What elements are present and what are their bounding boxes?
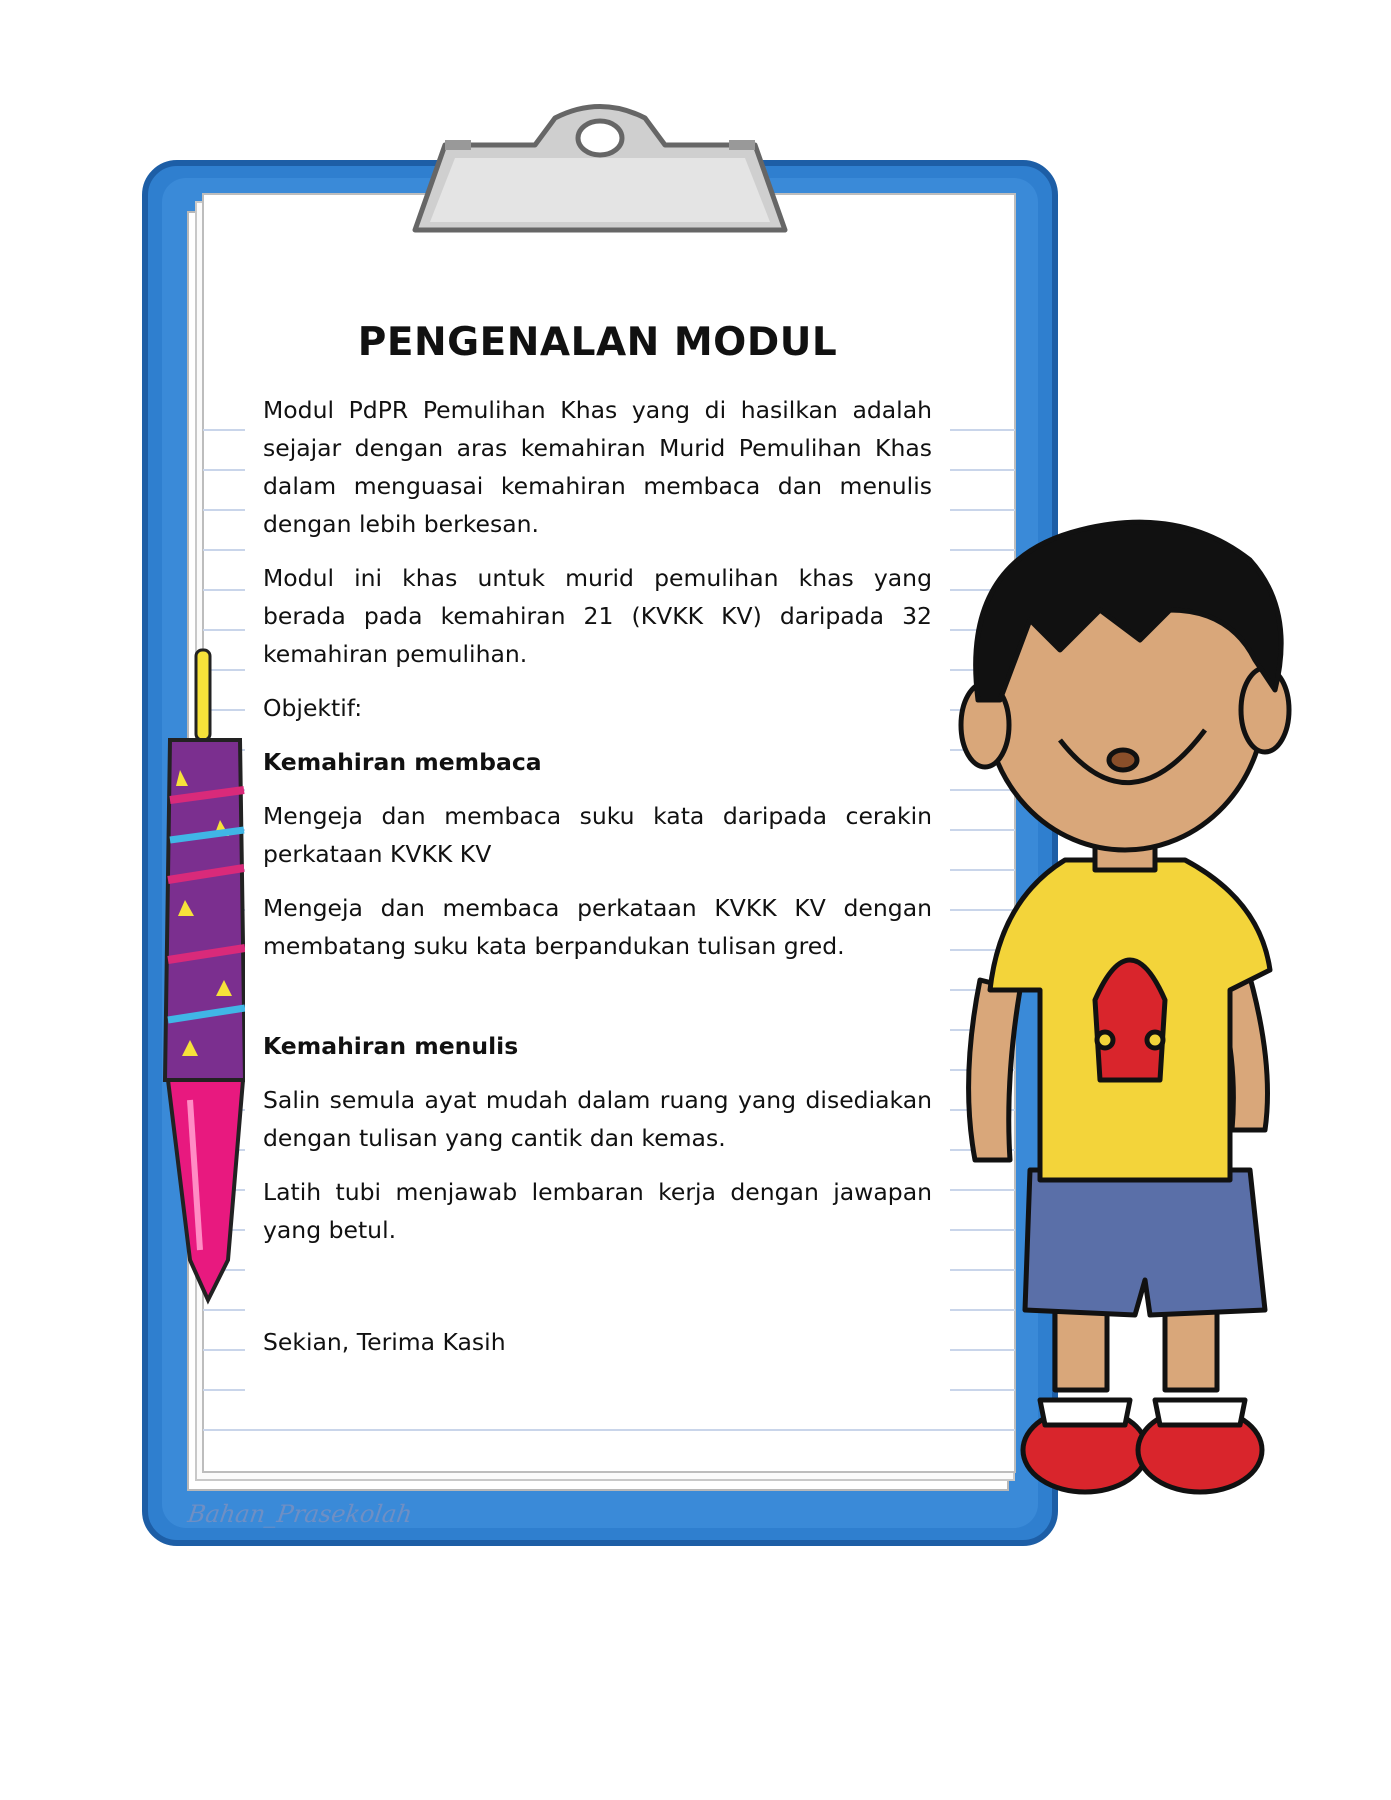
clipboard-clip-icon [415, 107, 785, 231]
intro-paragraph: Modul ini khas untuk murid pemulihan khas yang berada pada kemahiran 21 (KVKK KV) daripada 32 kemahiran pemulihan. [263, 564, 932, 668]
writing-skill-item: Latih tubi menjawab lembaran kerja dengan jawapan yang betul. [263, 1178, 932, 1244]
module-introduction [245, 300, 950, 1415]
writing-skill-heading: Kemahiran menulis [263, 1032, 519, 1060]
objective-label: Objektif: [263, 694, 363, 722]
writing-skill-item: Salin semula ayat mudah dalam ruang yang disediakan dengan tulisan yang cantik dan kemas. [263, 1086, 932, 1152]
closing-text: Sekian, Terima Kasih [263, 1328, 506, 1356]
intro-paragraph: Modul PdPR Pemulihan Khas yang di hasilkan adalah sejajar dengan aras kemahiran Murid Pemulihan Khas dalam menguasai kemahiran membaca dan menulis dengan lebih berkesan. [263, 396, 932, 538]
page-title: PENGENALAN MODUL [357, 320, 838, 365]
reading-skill-item: Mengeja dan membaca suku kata daripada cerakin perkataan KVKK KV [263, 802, 932, 868]
watermark: Bahan_Prasekolah [186, 1500, 415, 1528]
reading-skill-item: Mengeja dan membaca perkataan KVKK KV dengan membatang suku kata berpandukan tulisan gred. [263, 894, 932, 960]
reading-skill-heading: Kemahiran membaca [263, 748, 542, 776]
